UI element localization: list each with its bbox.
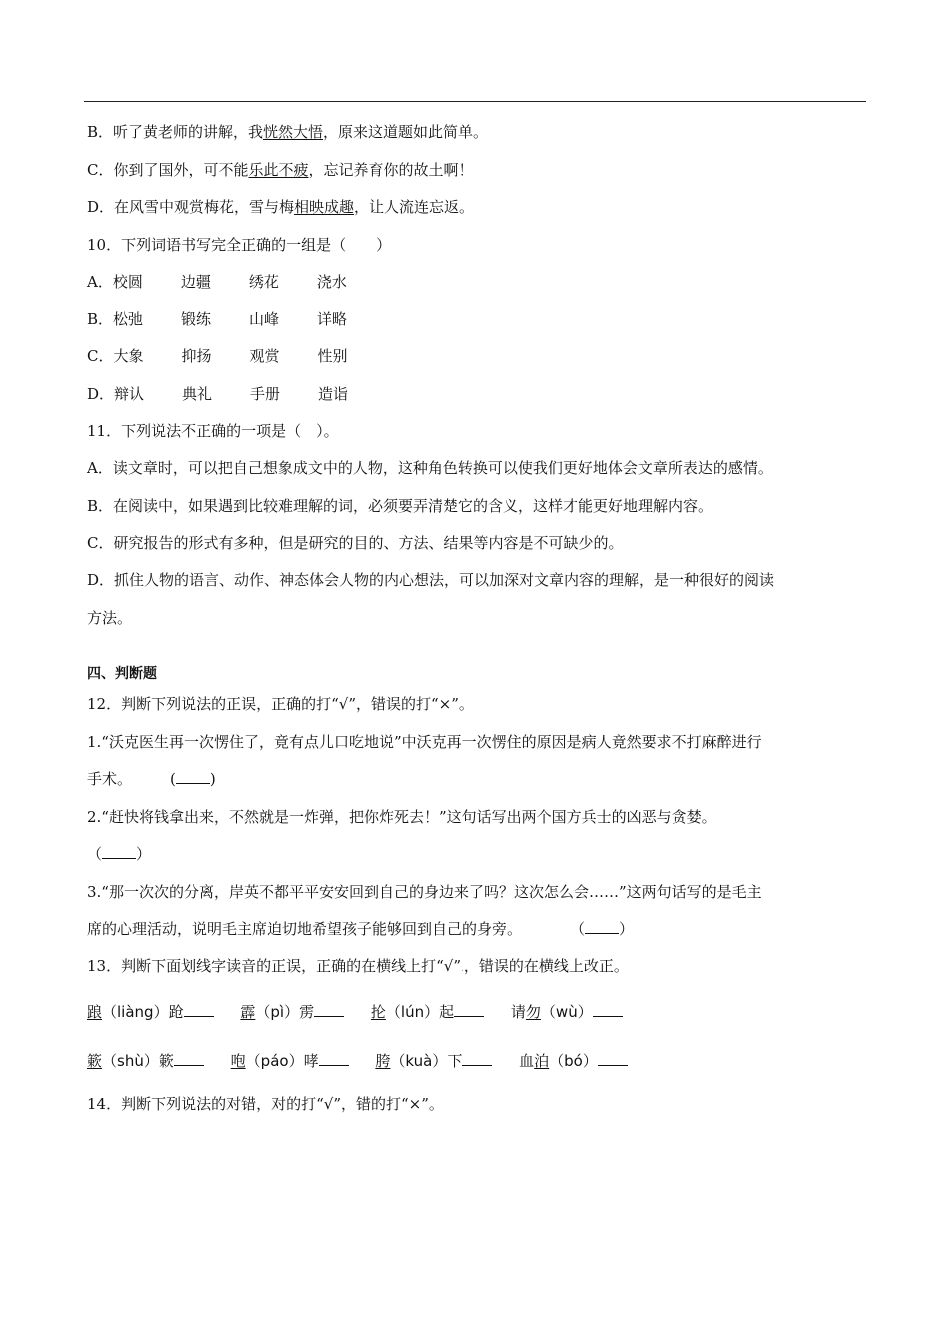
pinyin-char: 泊: [534, 1052, 550, 1070]
q9-d-underlined: 相映成趣: [294, 198, 355, 216]
pinyin-item: [511, 1002, 623, 1022]
q10-c-word: 性别: [317, 347, 348, 365]
answer-blank[interactable]: [462, 1051, 492, 1066]
pinyin-pre: 血: [519, 1052, 535, 1070]
q10-d-word: 造诣: [318, 385, 349, 403]
q9-c-pre: C．你到了国外，可不能: [87, 161, 249, 179]
pinyin-rest: 哮: [303, 1052, 319, 1070]
q12-statement-3-cont: [87, 919, 634, 939]
answer-blank[interactable]: [319, 1051, 349, 1066]
pinyin-item: [375, 1051, 492, 1071]
pinyin-item: [231, 1051, 349, 1071]
pinyin-char: 霹: [240, 1003, 256, 1021]
pinyin-item: [371, 1002, 484, 1022]
pinyin-item: [87, 1002, 214, 1022]
paren: （: [570, 920, 586, 938]
q14-stem: 14．判断下列说法的对错，对的打“√”，错的打“×”。: [87, 1095, 444, 1113]
paren: ）: [619, 920, 635, 938]
q10-stem: 10．下列词语书写完全正确的一组是（ ）: [87, 236, 392, 254]
header-rule: [84, 101, 866, 102]
pinyin-rest: 雳: [299, 1003, 315, 1021]
q13-row-2: [87, 1051, 650, 1071]
pinyin-rest: 下: [447, 1052, 463, 1070]
q13-stem: [87, 956, 629, 979]
pinyin-rest: 簌: [158, 1052, 174, 1070]
answer-blank[interactable]: [454, 1002, 484, 1017]
q10-option-a: [87, 272, 347, 292]
paren: (: [170, 770, 176, 788]
q12-statement-1: 1.“沃克医生再一次愣住了，竟有点儿口吃地说”中沃克再一次愣住的原因是病人竟然要求不打麻醉进行: [87, 733, 762, 751]
pinyin: （pì）: [255, 1003, 300, 1021]
q10-option-b: [87, 309, 347, 329]
q10-b-word: 详略: [317, 310, 348, 328]
q12-statement-1-cont: [87, 769, 216, 789]
q12-statement-2: 2.“赶快将钱拿出来，不然就是一炸弹，把你炸死去！”这句话写出两个国方兵士的凶恶与贪婪。: [87, 808, 717, 826]
answer-blank[interactable]: [102, 844, 136, 859]
q10-c-word: 大象: [113, 347, 144, 365]
q9-option-c: [87, 160, 474, 180]
q12-s3-end: 席的心理活动，说明毛主席迫切地希望孩子能够回到自己的身旁。: [87, 920, 523, 938]
q9-c-post: ，忘记养育你的故土啊！: [308, 161, 474, 179]
q9-d-post: ，让人流连忘返。: [354, 198, 475, 216]
answer-blank[interactable]: [314, 1002, 344, 1017]
q10-c-word: 抑扬: [181, 347, 212, 365]
pinyin: （bó）: [549, 1052, 598, 1070]
paren: ): [209, 770, 216, 788]
q12-s1-end: 手术。: [87, 770, 133, 788]
pinyin: （wù）: [540, 1003, 593, 1021]
q13-row-1: [87, 1002, 645, 1022]
q9-option-d: [87, 197, 474, 217]
q11-stem: 11．下列说法不正确的一项是（ ）。: [87, 422, 339, 440]
pinyin-rest: 跄: [168, 1003, 184, 1021]
section-title: 四、判断题: [87, 666, 157, 682]
q9-c-underlined: 乐此不疲: [248, 161, 309, 179]
q11-option-b: B．在阅读中，如果遇到比较难理解的词，必须要弄清楚它的含义，这样才能更好地理解内容。: [87, 497, 714, 515]
pinyin-rest: 起: [439, 1003, 455, 1021]
pinyin-item: [519, 1051, 628, 1071]
q10-c-label: C．: [87, 347, 114, 365]
q10-option-c: [87, 346, 348, 366]
q9-b-post: ，原来这道题如此简单。: [323, 123, 489, 141]
answer-blank[interactable]: [585, 919, 619, 934]
q10-d-word: 手册: [250, 385, 281, 403]
pinyin-item: [240, 1002, 344, 1022]
q10-a-word: 边疆: [180, 273, 211, 291]
pinyin: （páo）: [245, 1052, 304, 1070]
q12-statement-2-cont: [87, 844, 151, 864]
q10-d-word: 辩认: [114, 385, 145, 403]
pinyin-char: 胯: [375, 1052, 391, 1070]
q10-a-word: 浇水: [316, 273, 347, 291]
pinyin: （lún）: [385, 1003, 440, 1021]
paren: ）: [136, 845, 152, 863]
pinyin-char: 勿: [525, 1003, 541, 1021]
answer-blank[interactable]: [184, 1002, 214, 1017]
answer-blank[interactable]: [593, 1002, 623, 1017]
q10-a-word: 绣花: [248, 273, 279, 291]
pinyin: （kuà）: [390, 1052, 448, 1070]
q10-d-word: 典礼: [182, 385, 213, 403]
paren: （: [87, 845, 103, 863]
q10-b-word: 山峰: [249, 310, 280, 328]
q9-b-underlined: 恍然大悟: [263, 123, 324, 141]
q13-stem-post: ，错误的在横线上改正。: [463, 957, 629, 975]
q11-option-d-cont: 方法。: [87, 609, 133, 627]
pinyin-char: 咆: [230, 1052, 246, 1070]
q9-d-pre: D．在风雪中观赏梅花，雪与梅: [87, 198, 295, 216]
q10-a-label: A．: [87, 273, 113, 291]
q13-stem-mark: .: [460, 964, 464, 974]
q9-b-pre: B．听了黄老师的讲解，我: [87, 123, 264, 141]
q10-c-word: 观赏: [249, 347, 280, 365]
q10-b-word: 松弛: [113, 310, 144, 328]
q10-b-word: 锻练: [181, 310, 212, 328]
answer-blank[interactable]: [598, 1051, 628, 1066]
pinyin: （liàng）: [102, 1003, 169, 1021]
pinyin-item: [87, 1051, 204, 1071]
q9-option-b: [87, 122, 488, 142]
answer-blank[interactable]: [174, 1051, 204, 1066]
q11-option-a: A．读文章时，可以把自己想象成文中的人物，这种角色转换可以使我们更好地体会文章所表达的感情。: [87, 459, 773, 477]
pinyin: （shù）: [102, 1052, 159, 1070]
q10-a-word: 校圆: [112, 273, 143, 291]
pinyin-pre: 请: [510, 1003, 526, 1021]
q10-d-label: D．: [87, 385, 115, 403]
pinyin-char: 踉: [87, 1003, 103, 1021]
q12-stem: 12．判断下列说法的正误，正确的打“√”，错误的打“×”。: [87, 695, 474, 713]
q11-option-c: C．研究报告的形式有多种，但是研究的目的、方法、结果等内容是不可缺少的。: [87, 534, 624, 552]
q13-stem-pre: 13．判断下面划线字读音的正误，正确的在横线上打“√”: [87, 957, 461, 975]
pinyin-char: 簌: [87, 1052, 103, 1070]
answer-blank[interactable]: [176, 769, 210, 784]
q12-statement-3: 3.“那一次次的分离，岸英不都平平安安回到自己的身边来了吗？这次怎么会……”这两句话写的是毛主: [87, 883, 762, 901]
q11-option-d: D．抓住人物的语言、动作、神态体会人物的内心想法，可以加深对文章内容的理解，是一种很好的阅读: [87, 571, 775, 589]
q10-option-d: [87, 384, 348, 404]
pinyin-char: 抡: [370, 1003, 386, 1021]
q10-b-label: B．: [87, 310, 114, 328]
